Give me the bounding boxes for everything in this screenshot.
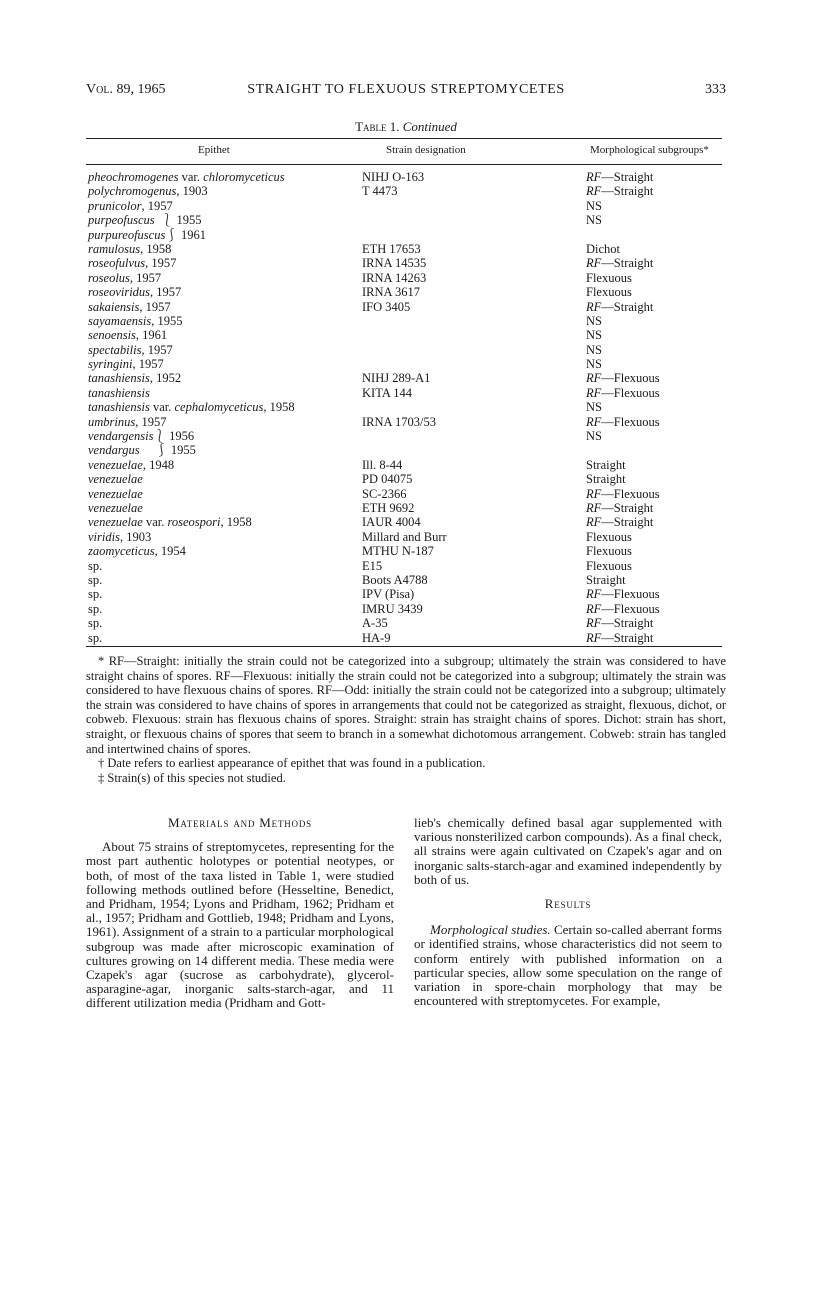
cell-morphology — [586, 256, 653, 270]
epithet-name: venezuelae — [88, 486, 143, 501]
morphology-value: —Flexuous — [601, 601, 660, 616]
epithet-year: ⎱ 1956 — [153, 429, 195, 444]
epithet-name: ramulosus — [88, 241, 141, 256]
morphology-value: —Straight — [601, 184, 654, 199]
morphology-value: —Straight — [601, 630, 654, 645]
cell-strain: KITA 144 — [362, 385, 413, 400]
morphology-value: NS — [586, 342, 602, 357]
cell-epithet — [88, 559, 102, 573]
epithet-connector: sp. — [88, 572, 103, 587]
table-row — [86, 602, 726, 616]
epithet-year: , 1958 — [140, 241, 172, 256]
rf-prefix: RF — [586, 616, 602, 631]
epithet-year: ⎱ 1955 — [154, 213, 202, 228]
rf-prefix: RF — [586, 371, 602, 386]
morphology-value: Straight — [586, 572, 626, 587]
methods-paragraph: About 75 strains of streptomycetes, representing for the most part authentic holotypes or potential neotypes, or both, of most of the taxa listed in Table 1, were studied following methods outlined before (Hesseltine, Benedict, and Pridham, 1954; Lyons and Pridham, 1962; Pridham et al., 1957; Pridham and Gottlieb, 1948; Pridham and Lyons, 1961). Assignment of a strain to a particular morphological subgroup was made after microscopic examination of cultures growing on 14 different media. These media were Czapek's agar (sucrose as carbohydrate), glycerol-asparagine-agar, inorganic salts-starch-agar, and 11 different utilization media (Pridham and Gott- — [86, 839, 394, 1011]
table-caption — [86, 119, 726, 135]
morphology-value: NS — [586, 429, 602, 444]
epithet-connector: sp. — [88, 587, 103, 602]
morphology-value: Dichot — [586, 241, 621, 256]
cell-epithet — [88, 314, 182, 328]
table-row — [86, 515, 726, 529]
epithet-year: , 1954 — [154, 544, 186, 559]
rf-prefix: RF — [586, 414, 602, 429]
table-header-rule — [86, 164, 722, 165]
table-row — [86, 314, 726, 328]
rf-prefix: RF — [586, 486, 602, 501]
morphology-value: Flexuous — [586, 529, 632, 544]
morphology-value: Flexuous — [586, 270, 632, 285]
epithet-name: senoensis — [88, 328, 136, 343]
cell-morphology — [586, 242, 620, 256]
epithet-name: pheochromogenes — [88, 170, 179, 184]
cell-morphology — [586, 371, 660, 385]
cell-strain: IRNA 14263 — [362, 270, 427, 285]
table-row — [86, 256, 726, 270]
epithet-name: umbrinus — [88, 414, 136, 429]
cell-morphology — [586, 472, 626, 486]
table-row — [86, 458, 726, 472]
table-row — [86, 242, 726, 256]
cell-epithet — [88, 357, 164, 371]
morphology-value: NS — [586, 198, 602, 213]
table-row — [86, 213, 726, 227]
morphology-value: Flexuous — [586, 544, 632, 559]
table-row — [86, 631, 726, 645]
table-footnotes — [86, 654, 726, 785]
epithet-name: venezuelae — [88, 515, 143, 530]
rf-prefix: RF — [586, 256, 602, 271]
cell-strain: IPV (Pisa) — [362, 587, 415, 602]
table-row — [86, 386, 726, 400]
cell-morphology — [586, 271, 632, 285]
table-row — [86, 271, 726, 285]
footnote-star: * RF—Straight: initially the strain could not be categorized into a subgroup; ultimately the strain was considered to have straight chains of spores. RF—Flexuous: initially the strain could not be categorized into a subgroup; ultimately the strain was considered to have flexuous chains of spores. RF—Odd: initially the strain could not be categorized into a subgroup; ultimately the strain was considered to have chains of spores in arrangements that could not be categorized as straight, flexuous, dichot, or cobweb. Flexuous: strain has flexuous chains of spores. Straight: strain has straight chains of spores. Dichot: strain has short, straight, or flexuous chains of spores that seem to branch in a somewhat dichotomous arrangement. Cobweb: strain has tangled and intertwined chains of spores. — [86, 654, 726, 756]
body-column-left — [86, 816, 394, 1011]
cell-morphology — [586, 170, 653, 184]
morphology-value: —Straight — [601, 170, 654, 184]
epithet-connector: var. — [178, 170, 204, 184]
epithet-name: tanashiensis — [88, 400, 150, 415]
cell-morphology — [586, 515, 653, 529]
rf-prefix: RF — [586, 630, 602, 645]
cell-morphology — [586, 343, 602, 357]
methods-paragraph-continued: lieb's chemically defined basal agar supplemented with various nonsterilized carbon compounds). As a final check, all strains were again cultivated on Czapek's agar and on inorganic salts-starch-agar and examined independently by both of us. — [414, 815, 722, 887]
cell-morphology — [586, 501, 653, 515]
table-row — [86, 371, 726, 385]
cell-epithet — [88, 515, 252, 529]
table-body — [86, 170, 726, 645]
section-heading-results: Results — [544, 896, 592, 912]
table-row — [86, 616, 726, 630]
cell-strain: IRNA 14535 — [362, 256, 427, 271]
morphology-value: Flexuous — [586, 285, 632, 300]
cell-epithet — [88, 631, 102, 645]
cell-epithet — [88, 386, 150, 400]
epithet-name: spectabilis — [88, 342, 142, 357]
cell-morphology — [586, 213, 602, 227]
epithet-connector: sp. — [88, 558, 103, 573]
table-row — [86, 544, 726, 558]
table-row — [86, 400, 726, 414]
table-row — [86, 472, 726, 486]
epithet-year: , 1903 — [119, 529, 152, 544]
morphology-value: —Straight — [601, 515, 654, 530]
table-row — [86, 184, 726, 198]
epithet-name: sayamaensis — [88, 313, 152, 328]
cell-epithet — [88, 256, 176, 270]
cell-morphology — [586, 573, 626, 587]
epithet-name: vendargus — [88, 443, 140, 458]
epithet-year: , 1957 — [139, 299, 171, 314]
table-row — [86, 285, 726, 299]
epithet-year: , 1957 — [135, 414, 167, 429]
epithet-name: roseolus — [88, 270, 130, 285]
cell-strain: SC-2366 — [362, 486, 407, 501]
column-header-epithet: Epithet — [198, 144, 230, 156]
cell-morphology — [586, 400, 602, 414]
morphology-value: —Flexuous — [601, 371, 660, 386]
cell-morphology — [586, 458, 626, 472]
cell-morphology — [586, 429, 602, 443]
cell-morphology — [586, 602, 660, 616]
cell-morphology — [586, 631, 653, 645]
cell-strain: IRNA 3617 — [362, 285, 420, 300]
epithet-name: prunicolor — [88, 198, 142, 213]
epithet-name: vendargensis — [88, 429, 154, 444]
footnote-double-dagger: ‡ Strain(s) of this species not studied. — [98, 770, 286, 785]
page-number: 333 — [705, 82, 726, 97]
cell-strain: Boots A4788 — [362, 572, 428, 587]
cell-morphology — [586, 487, 660, 501]
cell-strain: IAUR 4004 — [362, 515, 421, 530]
epithet-year: ⎰ 1955 — [139, 443, 196, 458]
cell-epithet — [88, 184, 208, 198]
footnote-dagger: † Date refers to earliest appearance of epithet that was found in a publication. — [98, 756, 486, 771]
table-row — [86, 530, 726, 544]
cell-morphology — [586, 314, 602, 328]
epithet-year: , 1957 — [150, 285, 182, 300]
table-row — [86, 357, 726, 371]
cell-strain: ETH 17653 — [362, 241, 421, 256]
epithet-connector: var. — [149, 400, 175, 415]
column-header-morphology: Morphological subgroups* — [590, 144, 709, 156]
cell-morphology — [586, 544, 632, 558]
table-row — [86, 343, 726, 357]
rf-prefix: RF — [586, 500, 602, 515]
rf-prefix: RF — [586, 184, 602, 199]
table-row — [86, 573, 726, 587]
table-row — [86, 228, 726, 242]
cell-epithet — [88, 530, 151, 544]
cell-morphology — [586, 587, 660, 601]
cell-morphology — [586, 300, 653, 314]
morphology-value: —Straight — [601, 616, 654, 631]
epithet-name: roseofulvus — [88, 256, 146, 271]
epithet-year: , 1961 — [135, 328, 168, 343]
cell-strain: IRNA 1703/53 — [362, 414, 436, 429]
epithet-year: , 1958 — [220, 515, 252, 530]
epithet-year: , 1957 — [132, 357, 164, 372]
running-title: STRAIGHT TO FLEXUOUS STREPTOMYCETES — [247, 82, 565, 97]
cell-epithet — [88, 242, 171, 256]
epithet-name: venezuelae — [88, 472, 143, 487]
cell-morphology — [586, 357, 602, 371]
table-continued: Continued — [402, 119, 457, 134]
morphology-value: —Straight — [601, 500, 654, 515]
epithet-name: purpeofuscus — [88, 213, 155, 228]
epithet-variety: roseospori — [167, 515, 221, 530]
cell-strain: NIHJ 289-A1 — [362, 371, 431, 386]
morphology-value: —Straight — [601, 299, 654, 314]
cell-epithet — [88, 228, 206, 242]
cell-strain: NIHJ O-163 — [362, 170, 425, 184]
epithet-year: , 1957 — [129, 270, 162, 285]
cell-strain: MTHU N-187 — [362, 544, 434, 559]
cell-morphology — [586, 616, 653, 630]
table-row — [86, 300, 726, 314]
cell-strain: IMRU 3439 — [362, 601, 423, 616]
morphology-value: NS — [586, 400, 602, 415]
cell-epithet — [88, 328, 167, 342]
cell-epithet — [88, 170, 285, 184]
cell-epithet — [88, 343, 173, 357]
epithet-year: ⎰ 1961 — [165, 227, 206, 242]
morphology-value: NS — [586, 328, 602, 343]
cell-morphology — [586, 285, 632, 299]
cell-epithet — [88, 429, 194, 443]
table-row — [86, 501, 726, 515]
cell-epithet — [88, 285, 181, 299]
table-row — [86, 170, 726, 184]
cell-epithet — [88, 616, 102, 630]
morphology-value: —Flexuous — [601, 385, 660, 400]
cell-morphology — [586, 530, 632, 544]
column-header-strain: Strain designation — [386, 144, 466, 156]
epithet-year: , 1955 — [151, 313, 183, 328]
epithet-name: venezuelae — [88, 457, 143, 472]
cell-epithet — [88, 602, 102, 616]
rf-prefix: RF — [586, 299, 602, 314]
morphology-value: Straight — [586, 457, 626, 472]
morphology-value: —Flexuous — [601, 587, 660, 602]
cell-epithet — [88, 271, 161, 285]
epithet-year: , 1952 — [149, 371, 182, 386]
epithet-name: sakaiensis — [88, 299, 140, 314]
cell-morphology — [586, 328, 602, 342]
cell-epithet — [88, 371, 181, 385]
results-run-in-head: Morphological studies. — [430, 922, 551, 938]
epithet-year: , 1958 — [263, 400, 295, 415]
epithet-name: venezuelae — [88, 500, 143, 515]
rf-prefix: RF — [586, 515, 602, 530]
table-label: Table 1. — [355, 119, 400, 134]
running-header — [86, 82, 726, 102]
epithet-name: zaomyceticus — [88, 544, 155, 559]
table-row — [86, 559, 726, 573]
morphology-value: —Straight — [601, 256, 654, 271]
cell-epithet — [88, 400, 295, 414]
table-row — [86, 328, 726, 342]
epithet-name: tanashiensis — [88, 385, 150, 400]
cell-epithet — [88, 213, 202, 227]
cell-morphology — [586, 386, 660, 400]
table-row — [86, 443, 726, 457]
epithet-connector: sp. — [88, 616, 103, 631]
cell-morphology — [586, 559, 632, 573]
cell-strain: A-35 — [362, 616, 388, 631]
epithet-name: purpureofuscus — [88, 227, 166, 242]
epithet-year: , 1957 — [145, 256, 177, 271]
morphology-value: Flexuous — [586, 558, 632, 573]
cell-epithet — [88, 415, 166, 429]
epithet-name: tanashiensis — [88, 371, 150, 386]
cell-strain: ETH 9692 — [362, 500, 415, 515]
epithet-variety: cephalomyceticus — [174, 400, 264, 415]
table-top-rule — [86, 138, 722, 139]
epithet-variety: chloromyceticus — [203, 170, 285, 184]
rf-prefix: RF — [586, 170, 602, 184]
epithet-name: roseoviridus — [88, 285, 151, 300]
journal-volume: Vol. 89, 1965 — [86, 82, 166, 97]
epithet-name: syringini — [88, 357, 133, 372]
cell-epithet — [88, 544, 186, 558]
morphology-value: NS — [586, 313, 602, 328]
epithet-connector: sp. — [88, 630, 103, 645]
cell-morphology — [586, 199, 602, 213]
cell-strain: Ill. 8-44 — [362, 457, 403, 472]
morphology-value: —Flexuous — [601, 414, 660, 429]
cell-morphology — [586, 415, 660, 429]
cell-strain: Millard and Burr — [362, 529, 447, 544]
body-column-right — [414, 816, 722, 1008]
cell-epithet — [88, 458, 174, 472]
cell-epithet — [88, 501, 143, 515]
rf-prefix: RF — [586, 601, 602, 616]
cell-epithet — [88, 573, 102, 587]
cell-strain: PD 04075 — [362, 472, 413, 487]
section-heading-methods: Materials and Methods — [168, 815, 312, 830]
epithet-year: , 1957 — [141, 198, 173, 213]
epithet-connector: var. — [142, 515, 168, 530]
epithet-name: polychromogenus — [88, 184, 177, 199]
rf-prefix: RF — [586, 587, 602, 602]
cell-epithet — [88, 587, 102, 601]
epithet-connector: sp. — [88, 601, 103, 616]
cell-epithet — [88, 487, 143, 501]
rf-prefix: RF — [586, 385, 602, 400]
epithet-year: , 1948 — [142, 457, 175, 472]
cell-strain: T 4473 — [362, 184, 398, 199]
cell-epithet — [88, 443, 196, 457]
morphology-value: Straight — [586, 472, 626, 487]
table-row — [86, 415, 726, 429]
morphology-value: NS — [586, 213, 602, 228]
table-row — [86, 429, 726, 443]
results-text: Certain so-called aberrant forms or identified strains, whose characteristics did not seem to conform entirely with published information on a particular species, allow some speculation on the range of variation in spore-chain morphology that may be encountered with streptomycetes. For example, — [414, 922, 722, 1009]
cell-epithet — [88, 199, 173, 213]
epithet-name: viridis — [88, 529, 120, 544]
morphology-value: NS — [586, 357, 602, 372]
cell-morphology — [586, 184, 653, 198]
table-row — [86, 487, 726, 501]
table-bottom-rule — [86, 646, 722, 647]
cell-strain: HA-9 — [362, 630, 391, 645]
cell-strain: IFO 3405 — [362, 299, 411, 314]
table-row — [86, 199, 726, 213]
results-paragraph — [414, 923, 722, 1008]
cell-epithet — [88, 300, 171, 314]
epithet-year: , 1903 — [176, 184, 208, 199]
morphology-value: —Flexuous — [601, 486, 660, 501]
table-row — [86, 587, 726, 601]
cell-epithet — [88, 472, 143, 486]
cell-strain: E15 — [362, 558, 383, 573]
epithet-year: , 1957 — [141, 342, 173, 357]
